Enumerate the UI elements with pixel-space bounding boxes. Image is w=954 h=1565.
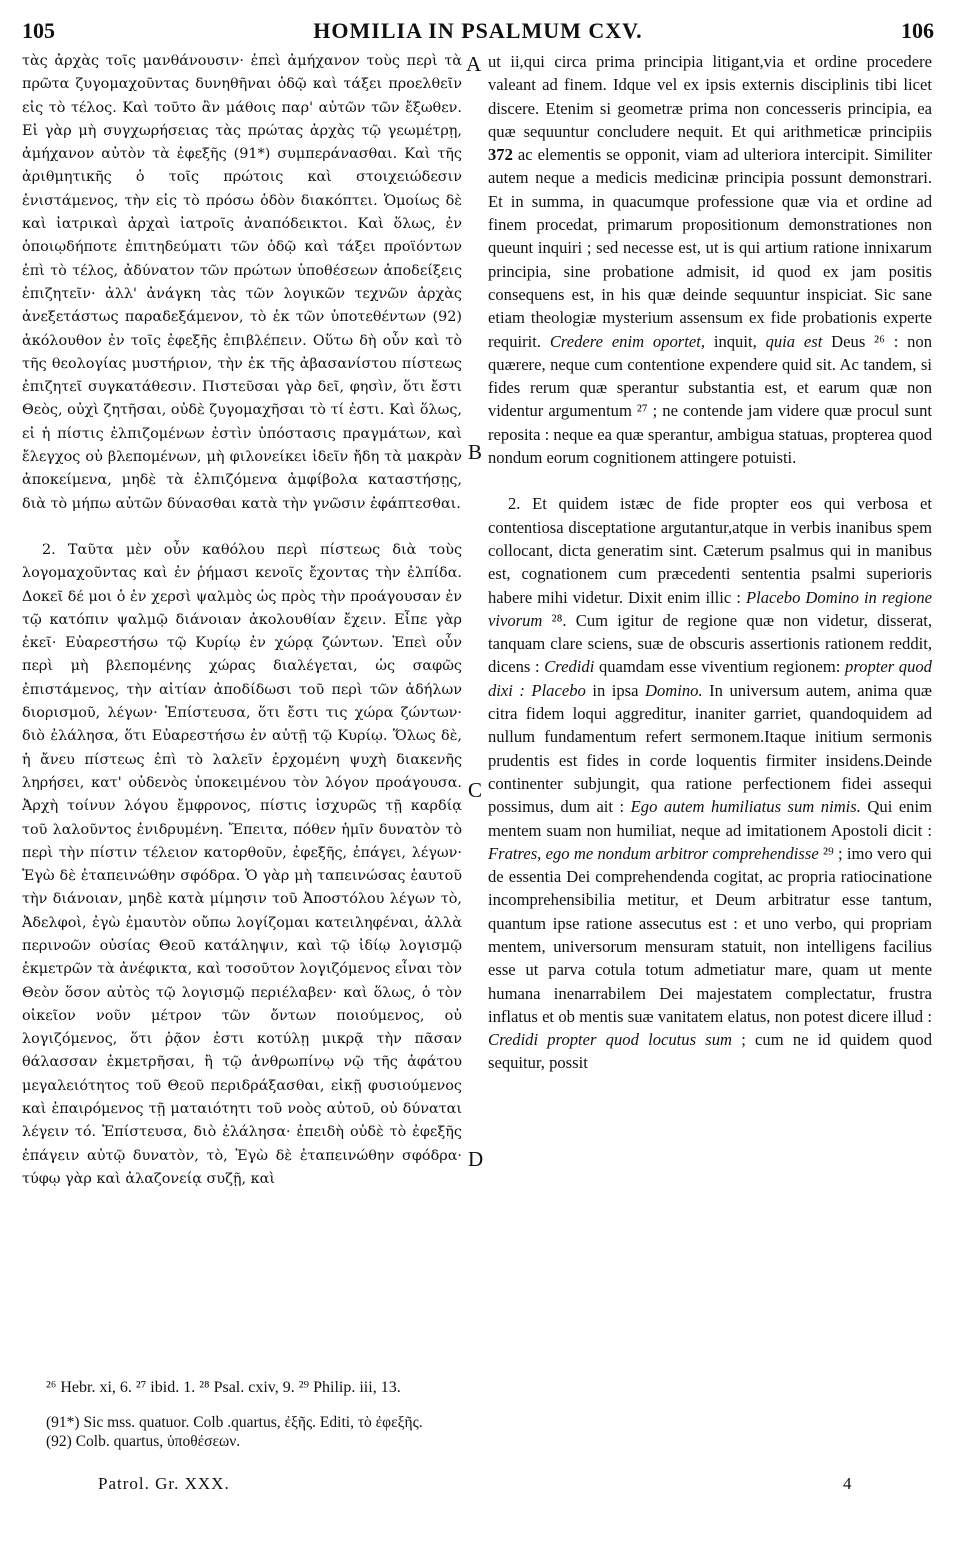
margin-letter-d: D	[468, 1147, 484, 1171]
right-page-number: 106	[901, 18, 934, 43]
margin-letter-b: B	[468, 440, 483, 464]
sheet-number: 4	[843, 1474, 852, 1493]
variant-note: (92) Colb. quartus, ὑποθέσεων.	[46, 1433, 241, 1450]
running-header	[22, 18, 934, 42]
greek-paragraph-1: τὰς ἀρχὰς τοῖς μανθάνουσιν· ἐπεὶ ἀμήχανον τοὺς περὶ τὰ πρῶτα ζυγομαχοῦντας δυνηθῆναι ὁδῷ καὶ τάξει προελθεῖν εἰς τὸ τέλος. Καὶ τοῦτο ἂν μάθοις παρ' αὐτῶν τῶν ἔξωθεν. Εἰ γὰρ μὴ συγχωρήσειας τὰς πρώτας ἀρχὰς τῷ γεωμέτρῃ, ἀμήχανον αὐτὸν τὰ ἐφεξῆς (91*) συμπεράνασθαι. Καὶ τῆς ἀριθμητικῆς ὁ τοῖς πρώτοις καὶ στοιχειώδεσιν ἐνιστάμενος, τὴν εἰς τὸ πρόσω ὁδὸν διακόπτει. Ὁμοίως δὲ καὶ ἰατρικαὶ ἀρχαὶ ἰατροῖς ἀναπόδεικτοι. Καὶ ὅλως, ἐν ὁποιῳδήποτε ἐπιτηδεύματι τῶν ὁδῷ καὶ τάξει προϊόντων ἐπὶ τὸ τέλος, ἀδύνατον τῶν πρώτων ὑποθέσεων ἀποδείξεις ἐπιζητεῖν· ἀλλ' ἀνάγκη τὰς τῶν λογικῶν τεχνῶν ἀρχὰς ἀνεξετάστως παραδεξάμενον, τὸ ἐκ τῶν ὑποτεθέντων (92) ἀκόλουθον ἐν τοῖς ἐφεξῆς ἐπιβλέπειν. Οὕτω δὴ οὖν καὶ τὸ τῆς θεολογίας μυστήριον, τὴν ἐκ τῆς ἀβασανίστου πίστεως ἐπιζητεῖ συγκατάθεσιν. Πιστεῦσαι γὰρ δεῖ, φησὶν, ὅτι ἔστι Θεὸς, οὐχὶ ζητῆσαι, οὐδὲ ζυγομαχῆσαι τὸ τί ἐστι. Καὶ ὅλως, εἰ ἡ πίστις ἐλπιζομένων ἐστὶν ὑπόστασις πραγμάτων, καὶ ἔλεγχος οὐ βλεπομένων, μὴ φιλονείκει ἰδεῖν ἤδη τὰ μακρὰν ἀποκείμενα, μηδὲ τὰ ἐλπιζόμενα ἀμφίβολα καταστήσῃς, διὰ τὸ μήπω αὐτῶν δύνασθαι κατὰ τὴν γνῶσιν ἐφάπτεσθαι.	[22, 53, 462, 512]
left-page-number: 105	[22, 18, 55, 43]
column-number: 372	[488, 145, 513, 165]
latin-paragraph-1: ut ii,qui circa prima principia litigant,via et ordine procedere valeant ad finem. Idque vel ex ipsis externis disciplinis tibi licet discere. Etenim si geometræ prima non concesseris principia, ea quæ sequuntur concludere nequit. Et qui arithmeticæ principiis 372 ac elementis se opponit, viam ad ulteriora intercipit. Similiter autem neque a medicis medicinæ principia possunt demonstrari. Et in summa, in quacumque professione quæ via et ordine ad finem procedat, primarum propositionum demonstrationes non queunt inquiri ; sed necesse est, ut is qui artium ratione innixarum principia, sine probatione admisit, id quod ex jam positis consequens est, in his quæ deinde sequuntur inspiciat. Sic sane etiam theologiæ mysterium assensum ex fide probationis experte requirit. Credere enim oportet, inquit, quia est Deus ²⁶ : non quærere, neque cum contentione expendere quid sit. Ac tandem, si fides rerum quæ sperantur substantia est, et earum quæ non videntur argumentum ²⁷ ; ne contende jam videre quæ procul sunt reposita : neque ea quæ sperantur, ambigua statuas, propterea quod nondum eorum cognitionem attingere potuisti.	[488, 52, 933, 468]
footnotes: ²⁶ Hebr. xi, 6. ²⁷ ibid. 1. ²⁸ Psal. cxiv, 9. ²⁹ Philip. iii, 13.	[46, 1379, 401, 1396]
printer-signature: Patrol. Gr. XXX.	[98, 1474, 230, 1493]
greek-paragraph-2: 2. Ταῦτα μὲν οὖν καθόλου περὶ πίστεως διὰ τοὺς λογομαχοῦντας καὶ ἐν ῥήμασι κενοῖς ἔχοντας τὴν ἐλπίδα. Δοκεῖ δέ μοι ὁ ἐν χερσὶ ψαλμὸς ὡς πρὸς τὴν προάγουσαν ἐν τῷ κατόπιν ψαλμῷ διάνοιαν ἀκολουθίαν ἔχειν. Εἶπε γὰρ ἐκεῖ· Εὐαρεστήσω τῷ Κυρίῳ ἐν χώρᾳ ζώντων. Ἐπεὶ οὖν περὶ μὴ βλεπομένης χώρας διαλέγεται, ὡς σαφῶς ἐπιστάμενος, τὴν αἰτίαν ἀποδίδωσι τοῦ περὶ τῶν ἀδήλων διορισμοῦ, λέγων· Ἐπίστευσα, ὅτι ἔστι τις χώρα ζώντων· διὸ ἐλάλησα, ὅτι Εὐαρεστήσω ἐν αὐτῇ τῷ Κυρίῳ. Ὅλως δὲ, ἡ ἄνευ πίστεως ἐπὶ τὸ λαλεῖν ἐρχομένη ψυχὴ διακενῆς ληρήσει, κατ' οὐδενὸς ὑποκειμένου τὸν λόγον προάγουσα. Ἀρχὴ τοίνυν λόγου ἔμφρονος, πίστις ἰσχυρῶς τῇ καρδίᾳ τοῦ λαλοῦντος ἐνιδρυμένη. Ἔπειτα, πόθεν ἡμῖν δυνατὸν τὸ περὶ τὴν πίστιν τέλειον κατορθοῦν, ἐφεξῆς, ἐπάγει, λέγων· Ἐγὼ δὲ ἐταπεινώθην σφόδρα. Ὁ γὰρ μὴ ταπεινώσας ἑαυτοῦ τὴν διάνοιαν, μηδὲ κατὰ μίμησιν τοῦ Ἀποστόλου λέγων τὸ, Ἀδελφοὶ, ἐγὼ ἐμαυτὸν οὔπω λογίζομαι κατειληφέναι, ἀλλὰ περινοῶν οὐσίας Θεοῦ κατάληψιν, καὶ τῷ ἰδίῳ λογισμῷ ἐκμετρῶν τὰ ἀνέφικτα, καὶ τοσοῦτον λογιζόμενος εἶναι τὸν Θεὸν ὅσον αὐτὸς τῷ λογισμῷ περιέλαβεν· καὶ ὅλως, ὁ τὸν οἰκεῖον νοῦν μέτρον τῶν ὄντων ποιούμενος, οὐ λογιζόμενος, ὅτι ῥᾷον ἐστι κοτύλῃ μικρᾷ τὴν πᾶσαν θάλασσαν ἐκμετρῆσαι, ἢ τῷ ἀνθρωπίνῳ νῷ τῆς ἀφάτου μεγαλειότητος τοῦ Θεοῦ περιδράξασθαι, εἰκῇ φυσιούμενος καὶ ἐπαιρόμενος τῇ ματαιότητι τοῦ νοὸς αὐτοῦ, οὐ δύναται λέγειν τό. Ἐπίστευσα, διὸ ἐλάλησα· ἐπειδὴ οὐδὲ τὸ ἐφεξῆς ἐπάγειν αὐτῷ δυνατὸν, τὸ, Ἐγὼ δὲ ἐταπεινώθην σφόδρα· τύφῳ γὰρ καὶ ἀλαζονείᾳ συζῇ, καὶ	[22, 541, 462, 1187]
margin-letter-a: A	[466, 52, 482, 76]
greek-column	[22, 50, 462, 1191]
variant-readings	[46, 1413, 423, 1451]
running-title: HOMILIA IN PSALMUM CXV.	[313, 18, 643, 43]
latin-paragraph-2: 2. Et quidem istæc de fide propter eos qui verbosa et contentiosa disceptatione argutantur,atque in verbis inanibus spem collocant, dicta generatim sint. Cæterum psalmus qui in manibus est, cognationem cum præcedenti sententia psalmi superioris habere mihi videtur. Dixit enim illic : Placebo Domino in regione vivorum ²⁸. Cum igitur de regione quæ non videtur, disserat, tanquam clare sciens, suæ de obscuris assertionis rationem reddit, dicens : Credidi quamdam esse viventium regionem: propter quod dixi : Placebo in ipsa Domino. In universum autem, anima quæ citra fidem loqui aggreditur, inaniter garriet, quandoquidem ad nullum fundamentum refert sermonem.Itaque initium sermonis prudentis est fides in corde loquentis firmiter insidens.Deinde continenter subjungit, qua ratione perfectionem fidei assequi possimus, dum ait : Ego autem humiliatus sum nimis. Qui enim mentem suam non humiliat, neque ad imitationem Apostoli dicit : Fratres, ego me nondum arbitror comprehendisse ²⁹ ; imo vero qui de essentia Dei comprehendenda cogitat, ac propria ratiocinatione incomprehensibilia metitur, et Deum arbitratur esse tantum, quantum ipse ratione assecutus est : et uno verbo, qui propriam mentem, universorum mensuram statuit, non intelligens facilius esse ut parva cotula totum admetiatur mare, quam ut mente humana inenarrabilem Dei majestatem complectatur, frustra inflatus et ob mentis suæ vanitatem elatus, non potest dicere illud : Credidi propter quod locutus sum ; cum ne id quidem quod sequitur, possit	[488, 494, 933, 1073]
latin-column	[488, 50, 932, 1075]
margin-letter-c: C	[468, 778, 483, 802]
variant-note: (91*) Sic mss. quatuor. Colb .quartus, ἐξῆς. Editi, τὸ ἐφεξῆς.	[46, 1414, 423, 1431]
